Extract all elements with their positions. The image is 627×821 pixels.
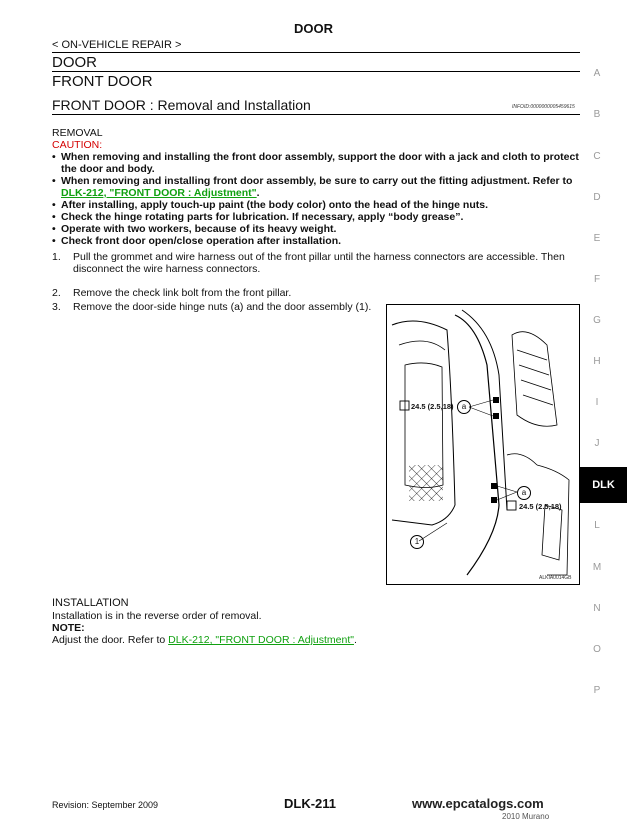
- side-letter[interactable]: E: [593, 233, 601, 244]
- adjustment-link[interactable]: DLK-212, "FRONT DOOR : Adjustment": [61, 187, 257, 199]
- side-letter[interactable]: O: [593, 644, 601, 655]
- installation-label: INSTALLATION: [52, 597, 129, 609]
- side-letter[interactable]: A: [593, 68, 601, 79]
- side-letter[interactable]: P: [593, 685, 601, 696]
- side-letter[interactable]: L: [594, 520, 600, 531]
- side-index-active-tab[interactable]: DLK: [580, 467, 627, 503]
- side-letter[interactable]: H: [593, 356, 601, 367]
- heading-rule: [52, 114, 580, 115]
- side-letter[interactable]: C: [593, 151, 601, 162]
- side-letter[interactable]: F: [593, 274, 601, 285]
- removal-label: REMOVAL: [52, 127, 103, 139]
- side-letter[interactable]: B: [593, 109, 601, 120]
- caution-item: • When removing and installing the front door assembly, support the door with a jack and cloth to protect the door and body.: [52, 151, 582, 175]
- callout-door-assembly: 1: [410, 535, 424, 549]
- step-2: 2. Remove the check link bolt from the front pillar.: [52, 287, 292, 299]
- door-removal-figure: [386, 304, 580, 585]
- caution-list: [52, 151, 582, 247]
- adjustment-link[interactable]: DLK-212, "FRONT DOOR : Adjustment": [168, 634, 354, 646]
- callout-a-top: a: [457, 400, 471, 414]
- caution-item: • When removing and installing front door assembly, be sure to carry out the fitting adjustment. Refer to DLK-212, "FRONT DOOR : Adjustment".: [52, 175, 582, 199]
- header-rule: [52, 52, 580, 53]
- step-1: 1. Pull the grommet and wire harness out of the front pillar until the harness connectors are accessible. Then disconnect the wire harness connectors.: [52, 251, 565, 275]
- side-letter[interactable]: J: [594, 438, 600, 449]
- page-title: DOOR: [294, 21, 333, 36]
- breadcrumb: < ON-VEHICLE REPAIR >: [52, 39, 182, 51]
- caution-item: • After installing, apply touch-up paint (the body color) onto the head of the hinge nuts.: [52, 199, 582, 211]
- caution-item: • Check front door open/close operation after installation.: [52, 235, 582, 247]
- page-number: DLK-211: [284, 796, 337, 811]
- torque-label-top: 24.5 (2.5,18): [411, 402, 454, 411]
- caution-item: • Check the hinge rotating parts for lubrication. If necessary, apply “body grease”.: [52, 211, 582, 223]
- callout-a-bottom: a: [517, 486, 531, 500]
- step-3: 3. Remove the door-side hinge nuts (a) and the door assembly (1).: [52, 301, 372, 313]
- installation-text: Installation is in the reverse order of removal.: [52, 610, 262, 622]
- caution-label: CAUTION:: [52, 139, 103, 151]
- side-letter[interactable]: M: [592, 562, 602, 573]
- section-rule: [52, 71, 580, 72]
- section-heading: FRONT DOOR : Removal and Installation: [52, 97, 311, 113]
- caution-item: • Operate with two workers, because of its heavy weight.: [52, 223, 582, 235]
- watermark: www.epcatalogs.com: [412, 796, 544, 811]
- side-letter[interactable]: N: [593, 603, 601, 614]
- torque-label-bottom: 24.5 (2.5,18): [519, 502, 562, 511]
- info-id: INFOID:0000000005459615: [512, 104, 575, 110]
- side-letter[interactable]: I: [595, 397, 599, 408]
- figure-id: ALKIA0014GB: [539, 575, 572, 581]
- model-year: 2010 Murano: [502, 812, 550, 821]
- revision-date: Revision: September 2009: [52, 800, 159, 810]
- side-letter[interactable]: G: [593, 315, 601, 326]
- section-title: DOOR: [52, 54, 97, 71]
- note-label: NOTE:: [52, 622, 85, 634]
- side-letter[interactable]: D: [593, 192, 601, 203]
- note-text: Adjust the door. Refer to DLK-212, "FRONT DOOR : Adjustment".: [52, 634, 357, 646]
- section-subtitle: FRONT DOOR: [52, 73, 153, 90]
